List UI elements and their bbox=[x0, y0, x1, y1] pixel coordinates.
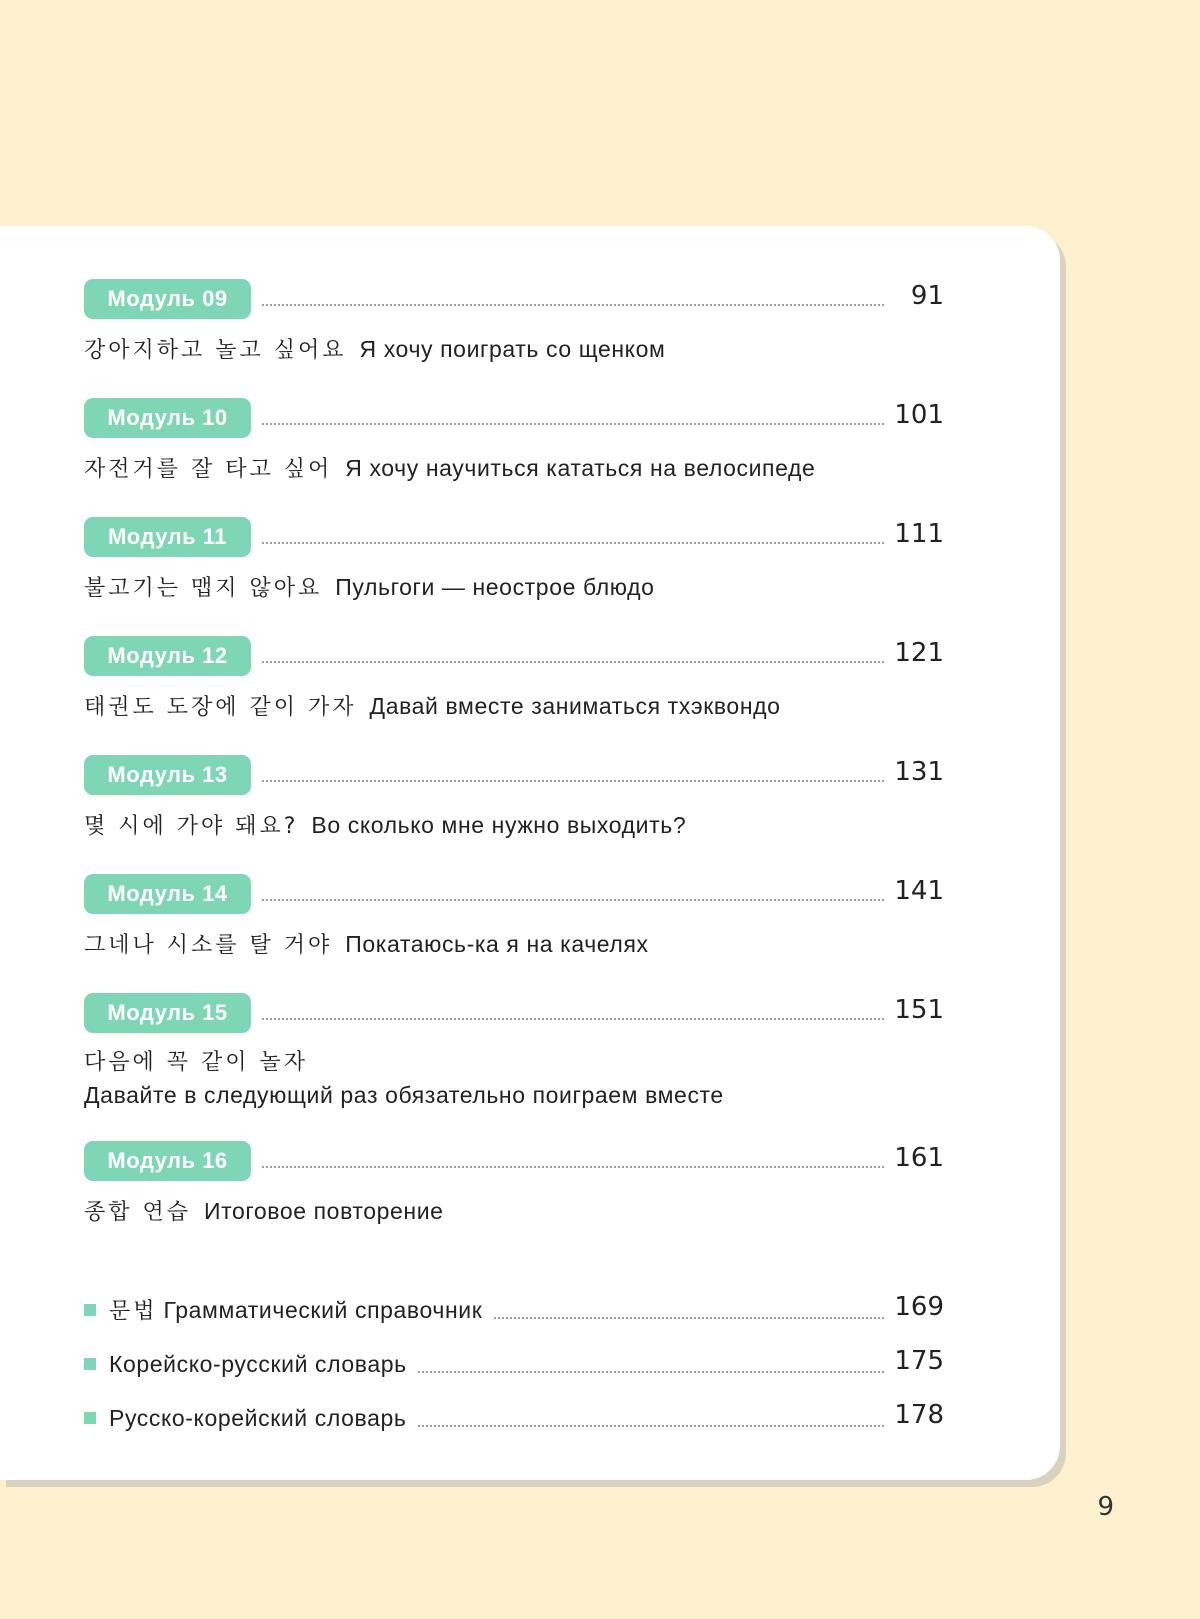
module-title-korean: 태권도 도장에 같이 가자 bbox=[84, 695, 357, 720]
toc-module-12[interactable] bbox=[84, 636, 944, 724]
module-title-russian: Пульгоги — неострое блюдо bbox=[335, 574, 655, 600]
leader-dots bbox=[262, 542, 884, 544]
toc-appendix-grammar[interactable] bbox=[84, 1292, 944, 1328]
module-title-korean: 강아지하고 놀고 싶어요 bbox=[84, 338, 347, 363]
module-title bbox=[84, 452, 944, 486]
page-folio-number: 9 bbox=[1097, 1492, 1114, 1522]
square-bullet-icon bbox=[84, 1304, 96, 1316]
module-title-korean: 자전거를 잘 타고 싶어 bbox=[84, 457, 333, 482]
module-title-russian: Во сколько мне нужно выходить? bbox=[311, 812, 687, 838]
module-title-korean: 몇 시에 가야 돼요? bbox=[84, 814, 299, 839]
toc-module-13[interactable] bbox=[84, 755, 944, 843]
toc-module-09[interactable] bbox=[84, 279, 944, 367]
page-number: 178 bbox=[894, 1400, 944, 1430]
module-title-russian: Давайте в следующий раз обязательно поиграем вместе bbox=[84, 1082, 724, 1108]
appendix-label bbox=[109, 1348, 417, 1382]
page-number: 111 bbox=[894, 519, 944, 549]
leader-dots bbox=[262, 304, 884, 306]
module-title bbox=[84, 690, 944, 724]
module-badge: Модуль 15 bbox=[84, 993, 251, 1033]
toc-module-16[interactable] bbox=[84, 1141, 944, 1229]
module-title-russian: Итоговое повторение bbox=[204, 1198, 444, 1224]
leader-dots bbox=[262, 661, 884, 663]
appendix-label-russian: Русско-корейский словарь bbox=[109, 1405, 407, 1431]
page-number: 131 bbox=[894, 757, 944, 787]
module-title-russian: Я хочу научиться кататься на велосипеде bbox=[345, 455, 816, 481]
toc-module-11[interactable] bbox=[84, 517, 944, 605]
leader-dots bbox=[262, 1018, 884, 1020]
page-number: 91 bbox=[910, 281, 944, 311]
module-title bbox=[84, 1047, 944, 1079]
module-title-russian: Покатаюсь-ка я на качелях bbox=[345, 931, 649, 957]
module-title-korean: 다음에 꼭 같이 놀자 bbox=[84, 1050, 308, 1075]
module-badge: Модуль 10 bbox=[84, 398, 251, 438]
toc-module-10[interactable] bbox=[84, 398, 944, 486]
module-title-korean: 그네나 시소를 탈 거야 bbox=[84, 933, 333, 958]
leader-dots bbox=[262, 423, 884, 425]
appendix-label bbox=[109, 1402, 416, 1436]
module-badge: Модуль 14 bbox=[84, 874, 251, 914]
page-number: 161 bbox=[894, 1143, 944, 1173]
square-bullet-icon bbox=[84, 1358, 96, 1370]
page-number: 141 bbox=[894, 876, 944, 906]
page-number: 121 bbox=[894, 638, 944, 668]
module-title bbox=[84, 809, 944, 843]
leader-dots bbox=[262, 899, 884, 901]
page-number: 151 bbox=[894, 995, 944, 1025]
module-badge: Модуль 16 bbox=[84, 1141, 251, 1181]
module-badge: Модуль 12 bbox=[84, 636, 251, 676]
toc-module-15[interactable] bbox=[84, 993, 944, 1111]
appendix-label-korean: 문법 bbox=[109, 1299, 158, 1324]
module-title-russian: Давай вместе заниматься тхэквондо bbox=[369, 693, 781, 719]
square-bullet-icon bbox=[84, 1412, 96, 1424]
toc-appendix-ko-ru-dictionary[interactable] bbox=[84, 1346, 944, 1382]
module-title-russian: Я хочу поиграть со щенком bbox=[359, 336, 666, 362]
module-badge: Модуль 11 bbox=[84, 517, 251, 557]
module-title bbox=[84, 928, 944, 962]
appendix-label-russian: Корейско-русский словарь bbox=[109, 1351, 407, 1377]
module-title-korean: 불고기는 맵지 않아요 bbox=[84, 576, 323, 601]
page-number: 169 bbox=[894, 1292, 944, 1322]
module-title bbox=[84, 1195, 944, 1229]
appendix-label-russian: Грамматический справочник bbox=[163, 1297, 483, 1323]
leader-dots bbox=[262, 780, 884, 782]
toc-module-14[interactable] bbox=[84, 874, 944, 962]
leader-dots bbox=[262, 1166, 884, 1168]
module-badge: Модуль 13 bbox=[84, 755, 251, 795]
module-title-korean: 종합 연습 bbox=[84, 1200, 192, 1225]
page-number: 175 bbox=[894, 1346, 944, 1376]
module-title bbox=[84, 333, 944, 367]
module-title bbox=[84, 571, 944, 605]
toc-appendix-ru-ko-dictionary[interactable] bbox=[84, 1400, 944, 1436]
module-badge: Модуль 09 bbox=[84, 279, 251, 319]
page-number: 101 bbox=[894, 400, 944, 430]
appendix-label bbox=[109, 1294, 492, 1328]
